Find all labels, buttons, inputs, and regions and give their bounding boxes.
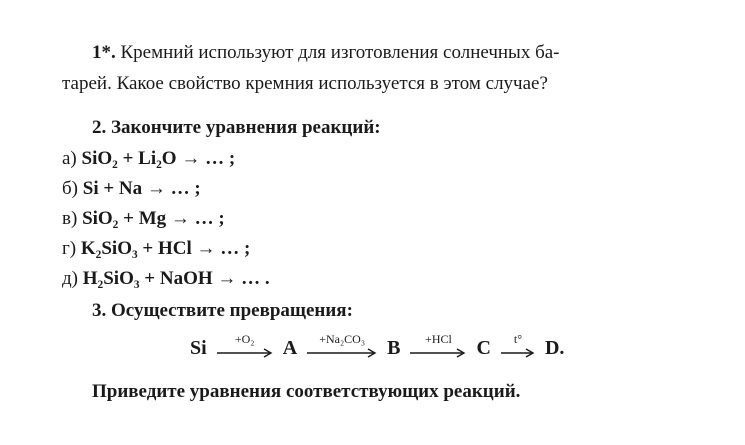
reaction-label: д)	[62, 268, 78, 289]
task2-heading	[92, 117, 381, 139]
chain-condition: t°	[513, 332, 522, 346]
task1-line1	[92, 42, 560, 64]
chain-arrow-4	[500, 333, 536, 359]
chain-arrow-3	[409, 333, 467, 359]
task3-heading	[92, 300, 353, 322]
chain-arrow-1	[216, 333, 274, 359]
right-arrow-icon	[500, 347, 536, 359]
reaction-d	[62, 268, 270, 290]
reaction-g	[62, 238, 250, 260]
reaction-equation: H₂SiO₃ + NaOH → … .	[82, 268, 270, 289]
chain-arrow-2	[306, 333, 378, 359]
reaction-label: в)	[62, 208, 78, 229]
right-arrow-icon	[306, 347, 378, 359]
chain-condition: +O₂	[234, 332, 255, 346]
task1-number: 1*.	[92, 42, 116, 63]
reaction-label: г)	[62, 238, 77, 259]
reaction-label: б)	[62, 178, 78, 199]
chain-node-b: B	[387, 337, 401, 359]
reaction-equation: Si + Na → … ;	[82, 178, 201, 199]
reaction-a	[62, 148, 235, 170]
right-arrow-icon	[216, 347, 274, 359]
task3-number: 3.	[92, 300, 107, 321]
task1-text-line2: тарей. Какое свойство кремния используется в этом случае?	[62, 73, 548, 94]
chain-node-a: A	[282, 337, 298, 359]
chain-condition: +HCl	[425, 332, 452, 346]
task2-title: Закончите уравнения реакций:	[111, 117, 381, 138]
reaction-equation: SiO₂ + Mg → … ;	[82, 208, 225, 229]
reaction-equation: SiO₂ + Li₂O → … ;	[81, 148, 236, 169]
transformation-chain	[190, 333, 564, 373]
task2-number: 2.	[92, 117, 107, 138]
right-arrow-icon	[409, 347, 467, 359]
reaction-equation: K₂SiO₃ + HCl → … ;	[80, 238, 251, 259]
chain-node-d: D.	[544, 337, 565, 359]
chain-node-si: Si	[190, 337, 207, 359]
reaction-v	[62, 208, 225, 230]
chain-condition: +Na₂CO₃	[319, 332, 366, 346]
reaction-label: а)	[62, 148, 77, 169]
task3-title: Осуществите превращения:	[111, 300, 353, 321]
task3-instruction: Приведите уравнения соответствующих реакций.	[92, 381, 521, 402]
chain-node-c: C	[476, 337, 491, 359]
task1-text-line1: Кремний используют для изготовления солнечных ба-	[120, 42, 560, 63]
reaction-b	[62, 178, 201, 200]
